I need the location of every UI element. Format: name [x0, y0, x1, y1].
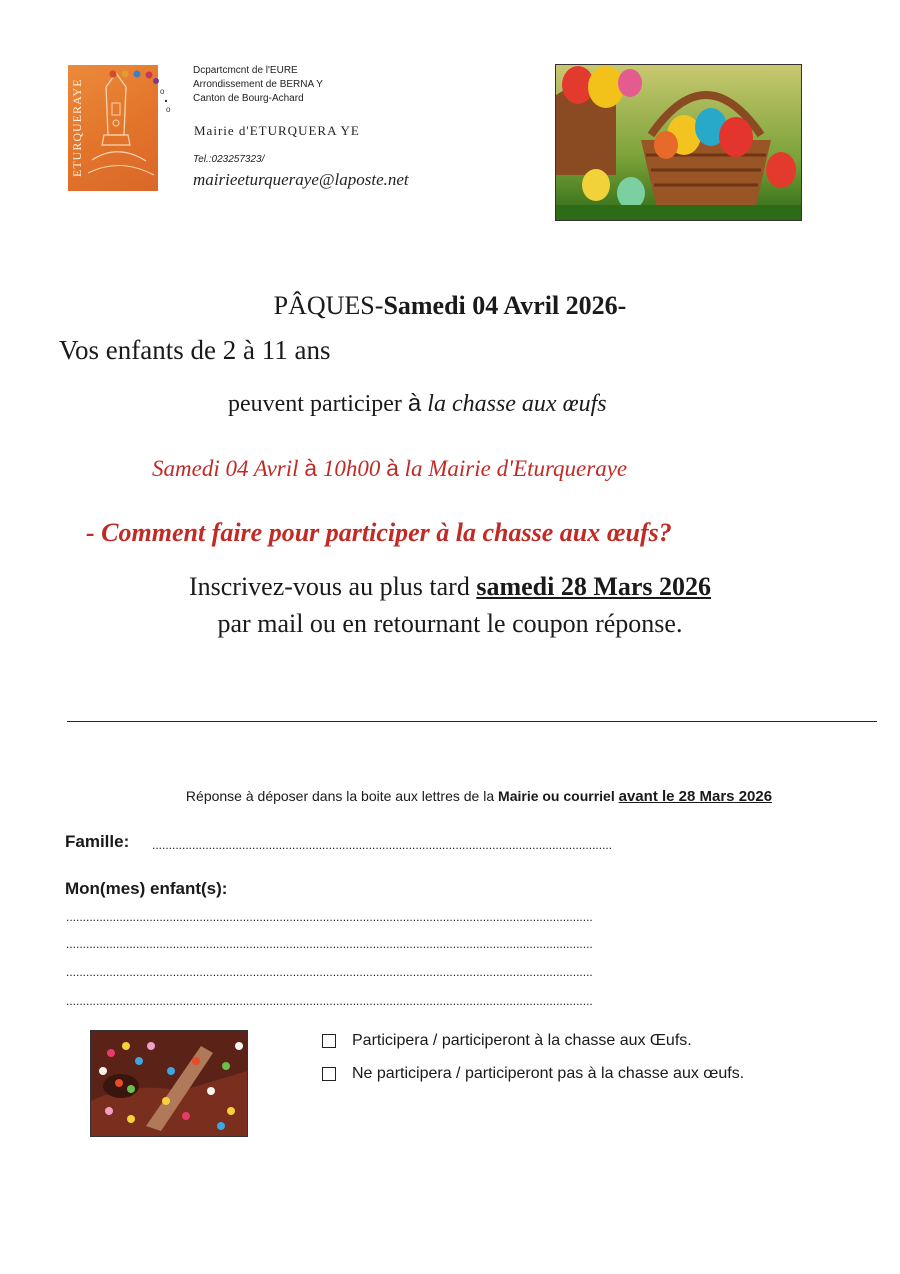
title-prefix: PÂQUES- [273, 291, 384, 320]
date-part1: Samedi 04 Avril [152, 456, 305, 481]
option-participate[interactable] [322, 1032, 692, 1050]
svg-text:o: o [166, 105, 171, 113]
event-date-location [152, 455, 627, 482]
enfants-label: Mon(mes) enfant(s): [65, 879, 228, 898]
date-part3: la Mairie d'Eturqueraye [398, 456, 628, 481]
not-participate-checkbox[interactable] [322, 1067, 336, 1081]
title-date: Samedi 04 Avril 2026- [383, 291, 627, 320]
easter-basket-photo [555, 64, 802, 221]
arrondissement-line: Arrondissement de BERNA Y [193, 79, 323, 90]
chocolate-eggs-photo [90, 1030, 248, 1137]
email-address: mairieeturqueraye@laposte.net [193, 170, 409, 189]
logo-text: ETURQUERAYE [70, 78, 84, 178]
logo-dots-icon [108, 68, 178, 113]
famille-input-line[interactable]: .......................................................................................................................................... [152, 838, 613, 852]
date-a2: à [386, 455, 399, 481]
event-title [0, 291, 900, 321]
date-part2: 10h00 [317, 456, 387, 481]
participate-italic: la chasse aux œufs [421, 391, 607, 417]
cut-line-divider [67, 721, 877, 722]
child-input-line-2[interactable]: .............................................................................................................................................................. [66, 937, 593, 951]
child-input-line-3[interactable]: .............................................................................................................................................................. [66, 965, 593, 979]
coupon-deadline: avant le 28 Mars 2026 [618, 788, 773, 805]
participate-text [228, 390, 607, 418]
participate-checkbox[interactable] [322, 1034, 336, 1048]
participate-a: à [407, 390, 422, 417]
department-line: Dcpartcmcnt de l'EURE [193, 65, 298, 76]
svg-text:o: o [160, 87, 165, 96]
canton-line: Canton de Bourg-Achard [193, 93, 304, 104]
participate-prefix: peuvent participer [228, 391, 408, 417]
not-participate-option-label: Ne participera / participeront pas à la chasse aux œufs. [352, 1065, 745, 1082]
option-not-participate[interactable] [322, 1065, 744, 1083]
age-range-text: Vos enfants de 2 à 11 ans [59, 335, 331, 365]
deadline-date: samedi 28 Mars 2026 [476, 572, 712, 601]
child-input-line-1[interactable]: .............................................................................................................................................................. [66, 910, 593, 924]
date-a1: à [304, 455, 318, 481]
coupon-instructions [0, 788, 900, 805]
child-input-line-4[interactable]: .............................................................................................................................................................. [66, 994, 593, 1008]
famille-label: Famille: [65, 832, 130, 851]
coupon-intro-bold: Mairie ou courriel [498, 788, 615, 804]
registration-method: par mail ou en retournant le coupon réponse. [217, 609, 683, 638]
deadline-prefix: Inscrivez-vous au plus tard [188, 572, 477, 601]
mairie-name: Mairie d'ETURQUERA YE [194, 123, 360, 138]
telephone: Tel.:023257323/ [193, 154, 265, 165]
coupon-intro-prefix: Réponse à déposer dans la boite aux lettres de la [185, 788, 499, 804]
how-to-question: - Comment faire pour participer à la chasse aux œufs? [86, 518, 672, 547]
participate-option-label: Participera / participeront à la chasse aux Œufs. [352, 1032, 692, 1049]
registration-deadline [0, 572, 900, 602]
